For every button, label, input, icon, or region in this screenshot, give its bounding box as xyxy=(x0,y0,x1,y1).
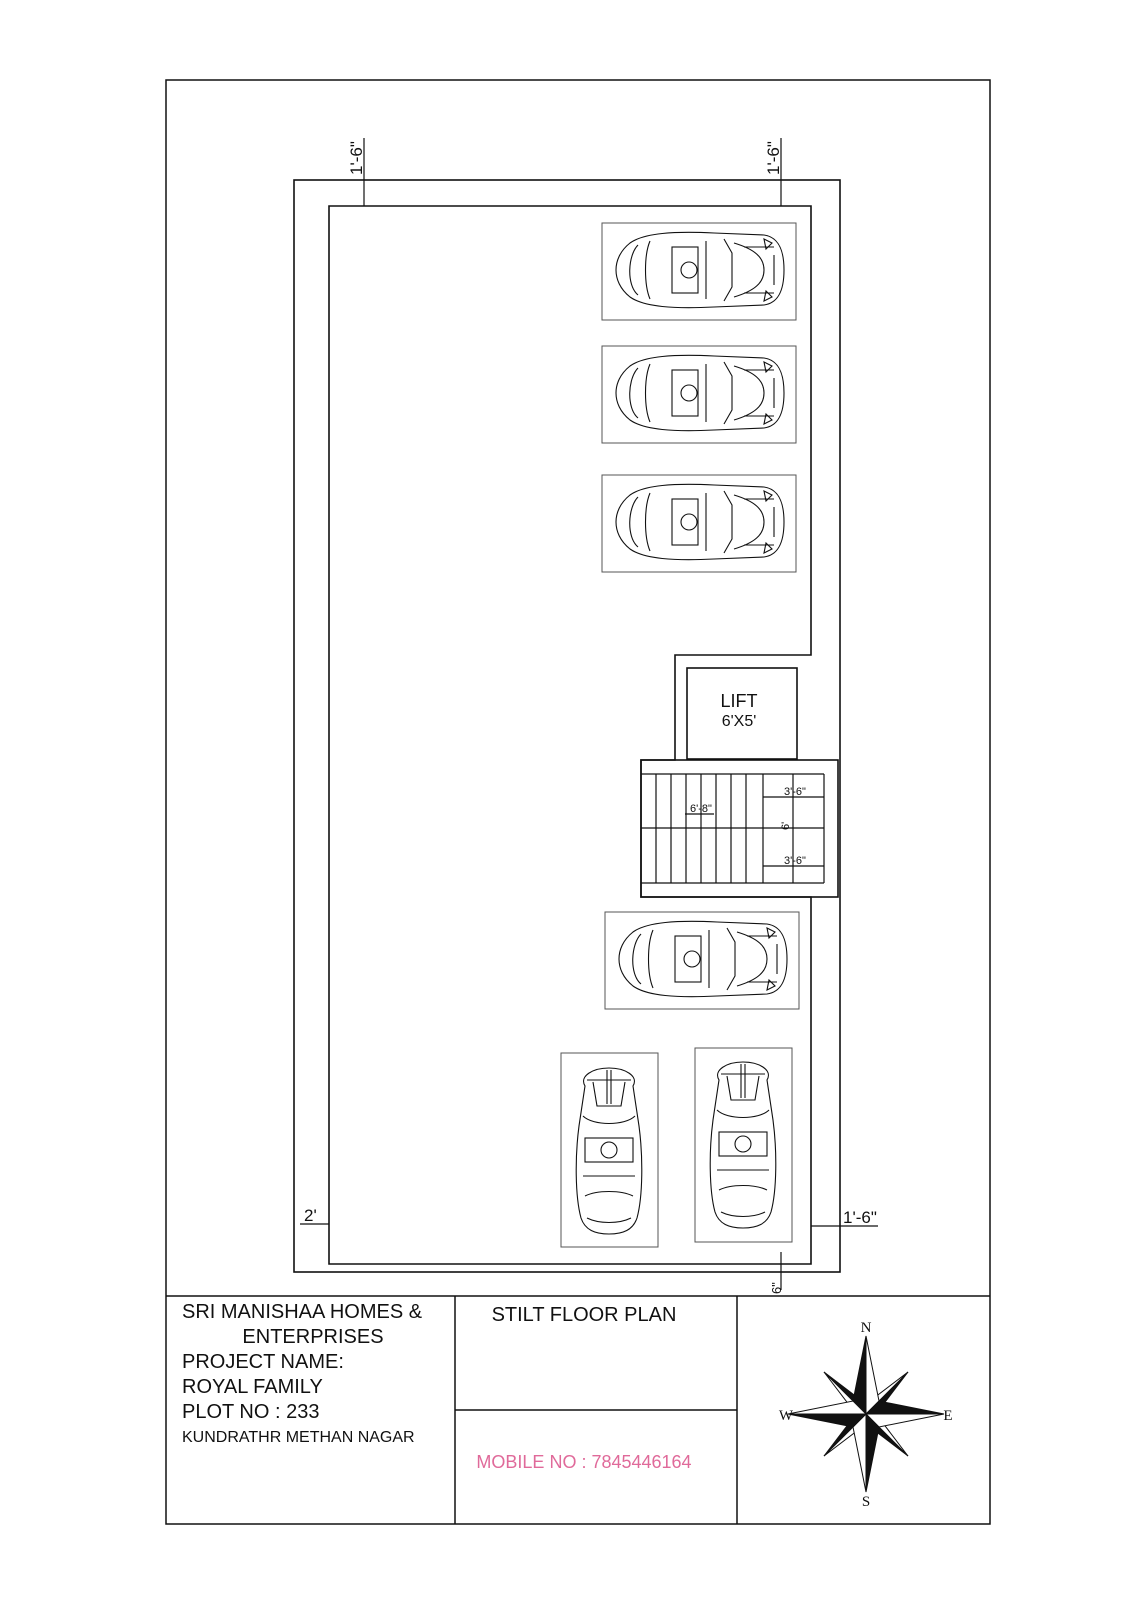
building-outline xyxy=(329,206,811,1264)
parking-bay-1 xyxy=(602,223,796,320)
dim-right: 1'-6" xyxy=(843,1208,877,1227)
dim-bottom: 6" xyxy=(769,1282,784,1294)
car-icon xyxy=(616,484,784,559)
parking-bay-4 xyxy=(605,912,799,1009)
company-line1: SRI MANISHAA HOMES & xyxy=(182,1301,423,1323)
dim-top-right: 1'-6" xyxy=(764,141,783,175)
staircase xyxy=(641,760,838,897)
company-block xyxy=(182,1300,444,1450)
lift-size: 6'X5' xyxy=(721,713,757,730)
mobile-number: MOBILE NO : 7845446164 xyxy=(476,1452,692,1472)
dim-top-left: 1'-6" xyxy=(347,141,366,175)
company-line2: ENTERPRISES xyxy=(242,1326,384,1348)
compass-south: S xyxy=(861,1494,871,1510)
compass-rose-icon xyxy=(788,1336,944,1492)
compass-east: E xyxy=(943,1408,953,1424)
stair-flight-width: 6'-8" xyxy=(690,803,712,815)
plot-number: PLOT NO : 233 xyxy=(182,1401,320,1423)
stair-landing-bottom: 3'-6" xyxy=(784,855,806,867)
drawing-title: STILT FLOOR PLAN xyxy=(491,1304,677,1326)
car-icon xyxy=(710,1062,776,1228)
car-icon xyxy=(616,232,784,307)
car-icon xyxy=(619,921,787,996)
location: KUNDRATHR METHAN NAGAR xyxy=(182,1429,415,1446)
parking-bay-6 xyxy=(695,1048,792,1242)
dim-left: 2' xyxy=(304,1206,317,1225)
parking-bay-3 xyxy=(602,475,796,572)
stair-landing-top: 3'-6" xyxy=(784,786,806,798)
plot-boundary xyxy=(294,180,840,1272)
compass-north: N xyxy=(860,1320,872,1336)
dimension-lines xyxy=(300,138,878,1290)
project-label: PROJECT NAME: xyxy=(182,1351,344,1373)
car-icon xyxy=(616,355,784,430)
parking-bay-2 xyxy=(602,346,796,443)
lift-label: LIFT xyxy=(720,691,758,711)
parking-bay-5 xyxy=(561,1053,658,1247)
car-icon xyxy=(576,1068,642,1234)
stair-landing-mid: 6' xyxy=(780,821,792,830)
compass-west: W xyxy=(778,1408,794,1424)
project-name: ROYAL FAMILY xyxy=(182,1376,323,1398)
